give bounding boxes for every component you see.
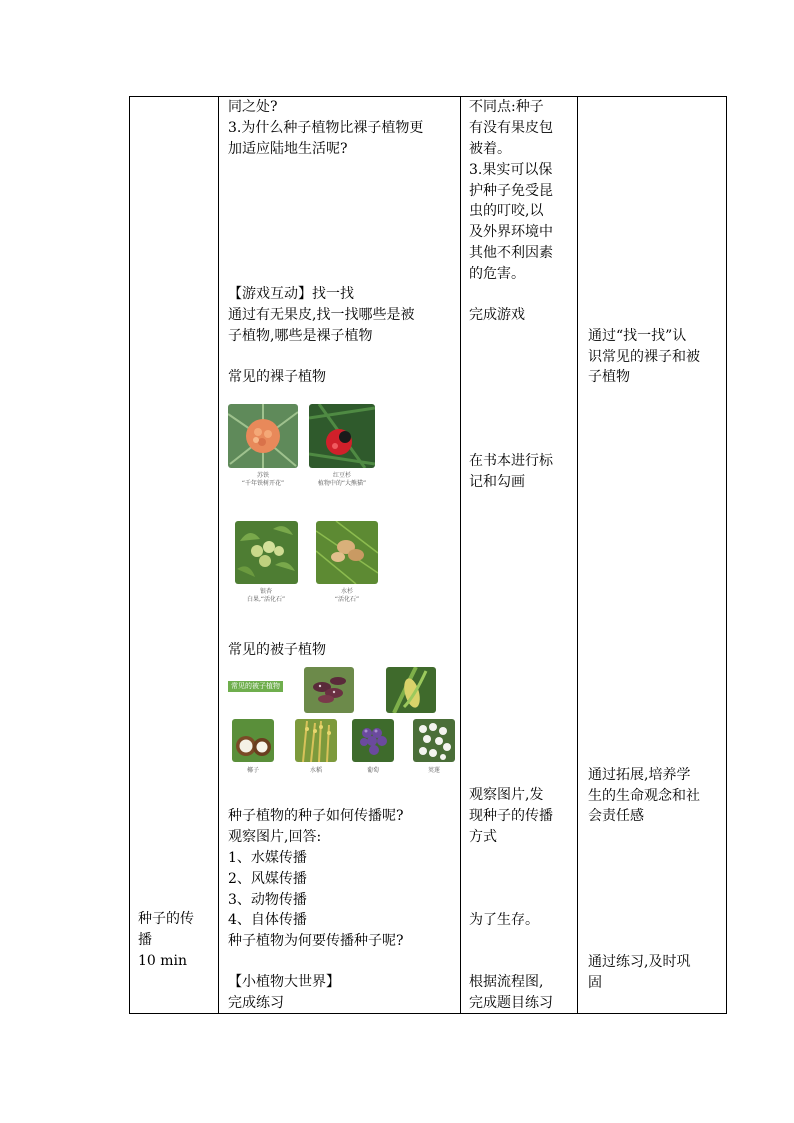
corn-photo [386,667,436,713]
answer-3-line5: 其他不利因素 [469,245,553,261]
yew-caption: 红豆杉 植物中的“大熊猫” [317,472,367,487]
observe-pictures-line2: 现种子的传播 [469,808,553,824]
section-title-line1: 种子的传 [138,911,194,927]
finish-game-text: 完成游戏 [469,307,525,323]
dispersal-question: 种子植物的种子如何传播呢? [228,808,404,824]
plant-world-title: 【小植物大世界】 [228,974,340,990]
flowchart-line2: 完成题目练习 [469,995,553,1011]
rice-photo [295,719,337,762]
design-intent-cell [578,97,727,1014]
flowchart-line1: 根据流程图, [469,974,544,990]
viburnum-photo [413,719,455,762]
game-desc-line1: 通过有无果皮,找一找哪些是被 [228,307,415,323]
ginkgo-caption: 银杏 白果,“活化石” [246,588,286,603]
dawn-redwood-photo [316,521,378,584]
cycad-photo [228,404,298,468]
exercise-instruction: 完成练习 [228,995,284,1011]
answer-3-line3: 虫的叮咬,以 [469,203,544,219]
observe-instruction: 观察图片,回答: [228,829,322,845]
difference-line2: 有没有果皮包 [469,120,553,136]
gymnosperm-heading: 常见的裸子植物 [228,369,326,385]
angiosperm-heading: 常见的被子植物 [228,642,326,658]
section-title-line2: 播 [138,932,152,948]
why-disperse-question: 种子植物为何要传播种子呢? [228,933,404,949]
coconut-photo [232,719,274,762]
game-title: 【游戏互动】找一找 [228,286,354,302]
answer-3-line1: 3.果实可以保 [469,162,553,178]
angiosperm-banner: 常见的被子植物 [228,681,283,692]
observe-pictures-line3: 方式 [469,829,497,845]
intent-3-line1: 通过练习,及时巩 [588,954,691,970]
game-desc-line2: 子植物,哪些是裸子植物 [228,328,373,344]
survival-answer: 为了生存。 [469,912,539,928]
intent-1-line1: 通过“找一找”认 [588,328,687,344]
viburnum-label: 荚蒾 [427,767,440,774]
ginkgo-photo [235,521,298,584]
yew-photo [309,404,375,468]
teacher-activity-cell [219,97,461,1014]
intent-3-line2: 固 [588,975,602,991]
rice-label: 水稻 [309,767,322,774]
answer-3-line2: 护种子免受昆 [469,183,553,199]
cycad-caption: 苏铁 “千年铁树开花” [241,472,285,487]
question-3-line2: 加适应陆地生活呢? [228,141,348,157]
question-tail: 同之处? [228,99,278,115]
grape-label: 葡萄 [366,767,379,774]
section-cell [130,97,219,1014]
duration-text: 10 min [138,953,188,969]
mark-book-line1: 在书本进行标 [469,453,553,469]
grape-photo [352,719,394,762]
mark-book-line2: 记和勾画 [469,474,525,490]
intent-2-line1: 通过拓展,培养学 [588,767,691,783]
difference-line3: 被着。 [469,141,511,157]
dispersal-mode-wind: 2、风媒传播 [228,871,307,887]
observe-pictures-line1: 观察图片,发 [469,787,544,803]
dispersal-mode-self: 4、自体传播 [228,912,307,928]
dispersal-mode-animal: 3、动物传播 [228,892,307,908]
question-3-line1: 3.为什么种子植物比裸子植物更 [228,120,424,136]
intent-1-line3: 子植物 [588,369,630,385]
dispersal-mode-water: 1、水媒传播 [228,850,307,866]
intent-2-line2: 生的生命观念和社 [588,788,700,804]
answer-3-line4: 及外界环境中 [469,224,553,240]
difference-line1: 不同点:种子 [469,99,544,115]
student-activity-cell [461,97,578,1014]
lesson-plan-table [129,96,727,1014]
dawn-redwood-caption: 水杉 “活化石” [334,588,360,603]
coconut-label: 椰子 [246,767,259,774]
intent-1-line2: 识常见的裸子和被 [588,349,700,365]
bean-photo [304,667,354,713]
answer-3-line6: 的危害。 [469,266,525,282]
intent-2-line3: 会责任感 [588,808,644,824]
